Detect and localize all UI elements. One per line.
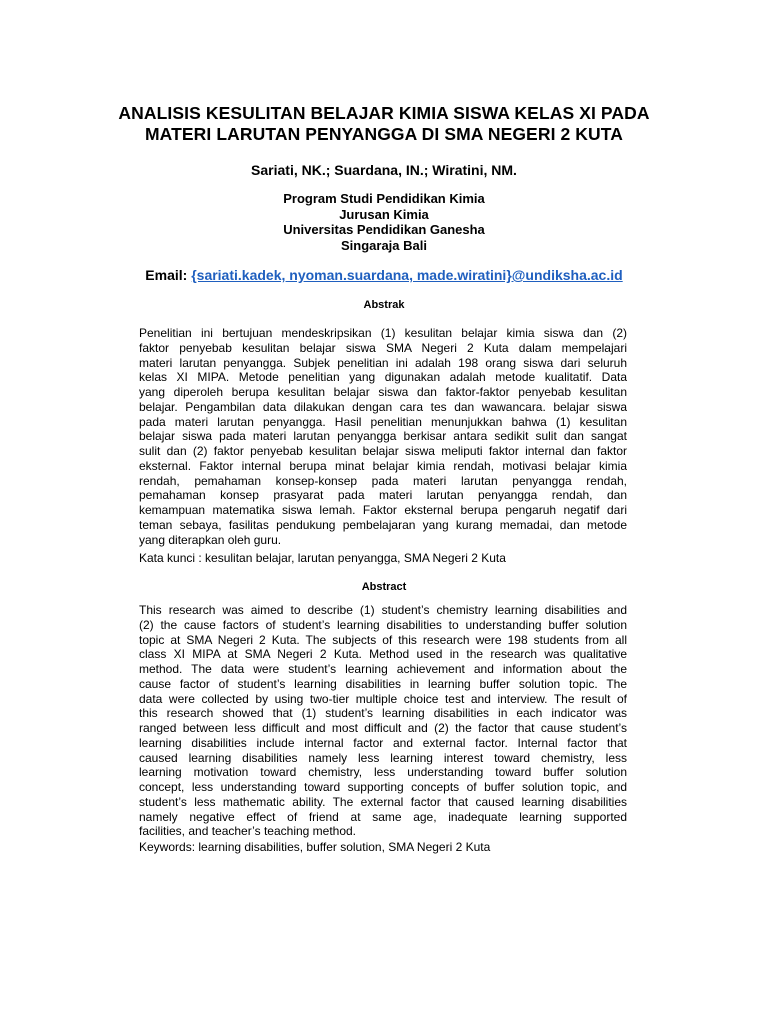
abstrak-line: sulit dan (2) faktor penyebab kesulitan belajar siswa meliputi faktor internal dan faktor [139,444,627,458]
abstract-line: learning motivation toward chemistry, less understanding toward buffer solution [139,765,627,780]
abstrak-line: eksternal. Faktor internal berupa minat belajar kimia rendah, motivasi belajar kimia [139,458,627,473]
abstract-line: data were collected by using two-tier multiple choice test and interview. The result of [139,691,627,706]
abstract-line: topic at SMA Negeri 2 Kuta. The subjects of this research were 198 students from all [139,632,627,647]
abstrak-line: yang diperoleh berupa kesulitan belajar siswa dan faktor-faktor penyebab kesulitan [139,385,627,399]
email-line [100,266,668,284]
kata-kunci: Kata kunci : kesulitan belajar, larutan penyangga, SMA Negeri 2 Kuta [139,551,506,565]
abstract-line: method. The data were student’s learning achievement and information about the [139,662,627,676]
abstract-line: class XI MIPA at SMA Negeri 2 Kuta. Method used in the research was qualitative [139,647,627,662]
abstract-line: learning disabilities include internal factor and external factor. Internal factor that [139,735,627,750]
title-line-2: MATERI LARUTAN PENYANGGA DI SMA NEGERI 2 KUTA [145,124,623,144]
abstract-line: student’s less mathematic ability. The external factor that caused learning disabilities [139,794,627,809]
abstract-line: caused learning disabilities namely less learning interest toward chemistry, less [139,750,627,765]
affiliation-line-2: Jurusan Kimia [339,206,429,222]
abstract-line: (2) the cause factors of student’s learning disabilities to understanding buffer solution [139,617,627,632]
abstrak-line: teman sebaya, fasilitas pendukung pembelajaran yang kurang memadai, dan metode [139,517,627,532]
abstract-line: ranged between less difficult and most difficult and (2) the factor that cause student’s [139,721,627,735]
abstrak-line: yang diterapkan oleh guru. [139,532,282,547]
affiliation [100,191,668,253]
abstrak-line: pada materi larutan penyangga. Hasil penelitian menunjukkan bahwa (1) kesulitan [139,414,627,429]
abstrak-line: Penelitian ini bertujuan mendeskripsikan (1) kesulitan belajar kimia siswa dan (2) [139,326,627,340]
affiliation-line-1: Program Studi Pendidikan Kimia [283,191,485,206]
abstrak-line: faktor penyebab kesulitan belajar siswa SMA Negeri 2 Kuta dalam mempelajari [139,340,627,355]
abstract-body [139,603,627,839]
abstract-line: This research was aimed to describe (1) student’s chemistry learning disabilities and [139,603,627,617]
abstract-line: namely negative effect of friend at same age, inadequate learning supported [139,809,627,824]
affiliation-line-3: Universitas Pendidikan Ganesha [283,222,485,237]
affiliation-line-4: Singaraja Bali [341,237,427,253]
abstract-line: facilities, and teacher’s teaching method. [139,824,357,839]
keywords: Keywords: learning disabilities, buffer solution, SMA Negeri 2 Kuta [139,840,491,854]
abstract-line: concept, less understanding toward supporting concepts of buffer solution topic, and [139,780,627,794]
abstrak-line: pemahaman konsep prasyarat pada materi larutan penyangga rendah, dan [139,488,627,503]
abstrak-line: kelas XI MIPA. Metode penelitian yang digunakan adalah metode kualitatif. Data [139,370,627,385]
abstrak-line: rendah, pemahaman konsep-konsep pada materi larutan penyangga rendah, [139,473,627,488]
paper-title [100,103,668,145]
abstrak-line: belajar. Pengambilan data dilakukan dengan cara tes dan wawancara. belajar siswa [139,399,627,414]
email-link[interactable]: {sariati.kadek, nyoman.suardana, made.wiratini}@undiksha.ac.id [191,267,623,283]
title-line-1: ANALISIS KESULITAN BELAJAR KIMIA SISWA KELAS XI PADA [118,103,650,123]
abstrak-line: kemampuan matematika siswa lemah. Faktor eksternal berupa pengaruh negatif dari [139,503,627,517]
abstrak-heading: Abstrak [363,299,405,311]
abstract-line: this research showed that (1) student’s learning disabilities in each indicator was [139,706,627,721]
abstrak-body [139,326,627,547]
abstract-heading: Abstract [361,581,407,593]
abstract-line: cause factor of student’s learning disabilities in learning buffer solution topic. The [139,676,627,691]
author-list: Sariati, NK.; Suardana, IN.; Wiratini, NM. [251,162,517,178]
abstrak-line: belajar siswa pada materi larutan penyangga berkisar antara sedikit sulit dan sangat [139,429,627,444]
abstrak-line: materi larutan penyangga. Subjek penelitian ini adalah 198 orang siswa dari seluruh [139,355,627,370]
email-label: Email: [145,267,188,283]
